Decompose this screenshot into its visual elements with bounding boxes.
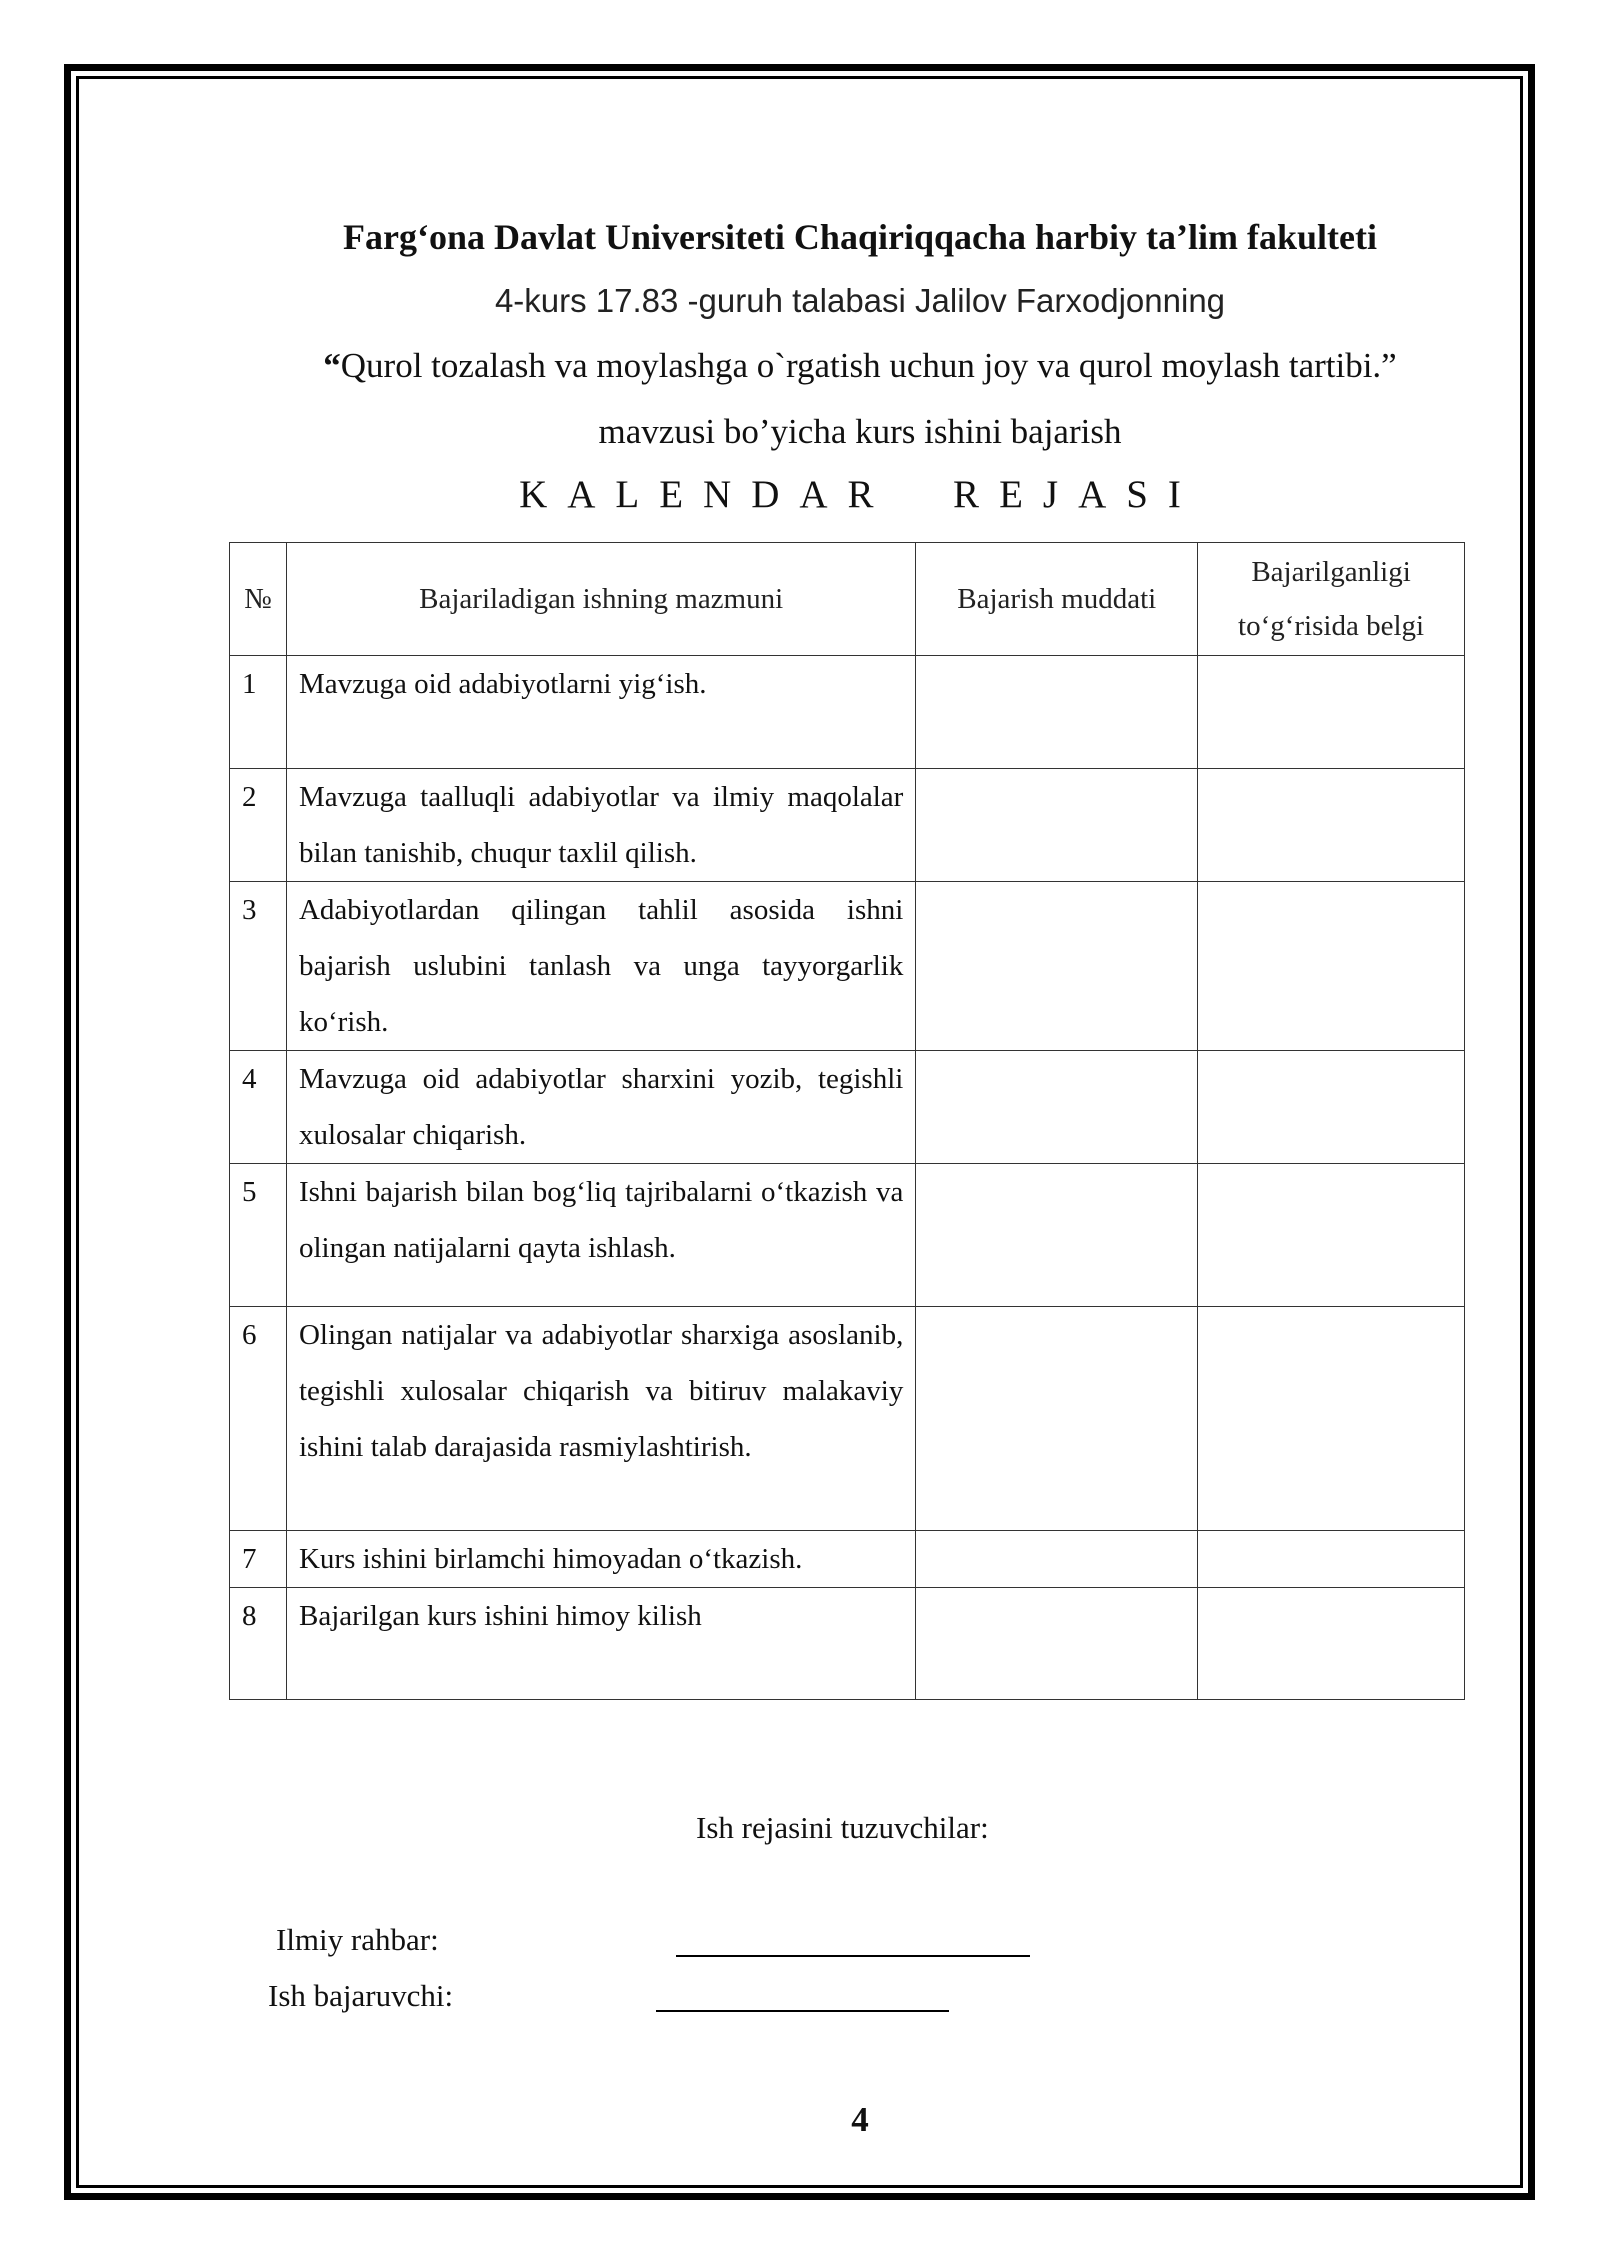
supervisor-signature-line <box>676 1955 1030 1957</box>
row-completion-mark <box>1198 1588 1465 1700</box>
row-deadline <box>916 656 1198 769</box>
topic-line <box>160 346 1560 386</box>
executor-label: Ish bajaruvchi: <box>268 1978 454 2013</box>
table-row <box>230 1051 1465 1164</box>
header-content: Bajariladigan ishning mazmuni <box>286 543 915 656</box>
table-row <box>230 1531 1465 1588</box>
topic-text: Qurol tozalash va moylashga o`rgatish uchun joy va qurol moylash tartibi.” <box>340 346 1397 385</box>
header-number: № <box>230 543 287 656</box>
row-number: 4 <box>230 1051 287 1164</box>
table-row <box>230 1307 1465 1531</box>
calendar-plan-table <box>229 542 1465 1700</box>
subtitle-line: mavzusi bo’yicha kurs ishini bajarish <box>598 412 1122 451</box>
table-header-row <box>230 543 1465 656</box>
row-number: 7 <box>230 1531 287 1588</box>
table-row <box>230 1164 1465 1307</box>
university-heading: Farg‘ona Davlat Universiteti Chaqiriqqacha harbiy ta’lim fakulteti <box>343 217 1377 257</box>
row-deadline <box>916 1588 1198 1700</box>
topic-open-quote: “ <box>323 346 341 385</box>
supervisor-label: Ilmiy rahbar: <box>276 1922 439 1957</box>
row-content: Adabiyotlardan qilingan tahlil asosida ishni bajarish uslubini tanlash va unga tayyorgarlik ko‘rish. <box>286 882 915 1051</box>
row-number: 2 <box>230 769 287 882</box>
table-row <box>230 1588 1465 1700</box>
row-deadline <box>916 1164 1198 1307</box>
student-line: 4-kurs 17.83 -guruh talabasi Jalilov Farxodjonning <box>494 282 1226 319</box>
row-deadline <box>916 1531 1198 1588</box>
table-row <box>230 656 1465 769</box>
row-deadline <box>916 769 1198 882</box>
header-completion-mark-line1: Bajarilganligi <box>1251 556 1411 588</box>
row-completion-mark <box>1198 882 1465 1051</box>
executor-signature-line <box>656 2010 949 2012</box>
row-completion-mark <box>1198 1164 1465 1307</box>
header-completion-mark-line2: to‘g‘risida belgi <box>1238 610 1425 642</box>
row-deadline <box>916 1051 1198 1164</box>
page-number: 4 <box>851 2100 869 2139</box>
row-deadline <box>916 882 1198 1051</box>
row-number: 6 <box>230 1307 287 1531</box>
row-content: Ishni bajarish bilan bog‘liq tajribalarni o‘tkazish va olingan natijalarni qayta ishlash. <box>286 1164 915 1307</box>
plan-title: KALENDAR REJASI <box>519 473 1201 516</box>
row-completion-mark <box>1198 769 1465 882</box>
row-content: Kurs ishini birlamchi himoyadan o‘tkazish. <box>286 1531 915 1588</box>
row-number: 8 <box>230 1588 287 1700</box>
row-deadline <box>916 1307 1198 1531</box>
table-row <box>230 769 1465 882</box>
header-completion-mark <box>1198 543 1465 656</box>
row-completion-mark <box>1198 1051 1465 1164</box>
table-row <box>230 882 1465 1051</box>
plan-compilers-label: Ish rejasini tuzuvchilar: <box>696 1810 989 1845</box>
row-content: Mavzuga oid adabiyotlar sharxini yozib, tegishli xulosalar chiqarish. <box>286 1051 915 1164</box>
header-deadline: Bajarish muddati <box>916 543 1198 656</box>
row-content: Mavzuga oid adabiyotlarni yig‘ish. <box>286 656 915 769</box>
row-number: 1 <box>230 656 287 769</box>
row-number: 5 <box>230 1164 287 1307</box>
row-content: Olingan natijalar va adabiyotlar sharxiga asoslanib, tegishli xulosalar chiqarish va bitiruv malakaviy ishini talab darajasida rasmiylashtirish. <box>286 1307 915 1531</box>
row-content: Mavzuga taalluqli adabiyotlar va ilmiy maqolalar bilan tanishib, chuqur taxlil qilish. <box>286 769 915 882</box>
row-completion-mark <box>1198 1307 1465 1531</box>
row-content: Bajarilgan kurs ishini himoy kilish <box>286 1588 915 1700</box>
row-number: 3 <box>230 882 287 1051</box>
row-completion-mark <box>1198 656 1465 769</box>
row-completion-mark <box>1198 1531 1465 1588</box>
